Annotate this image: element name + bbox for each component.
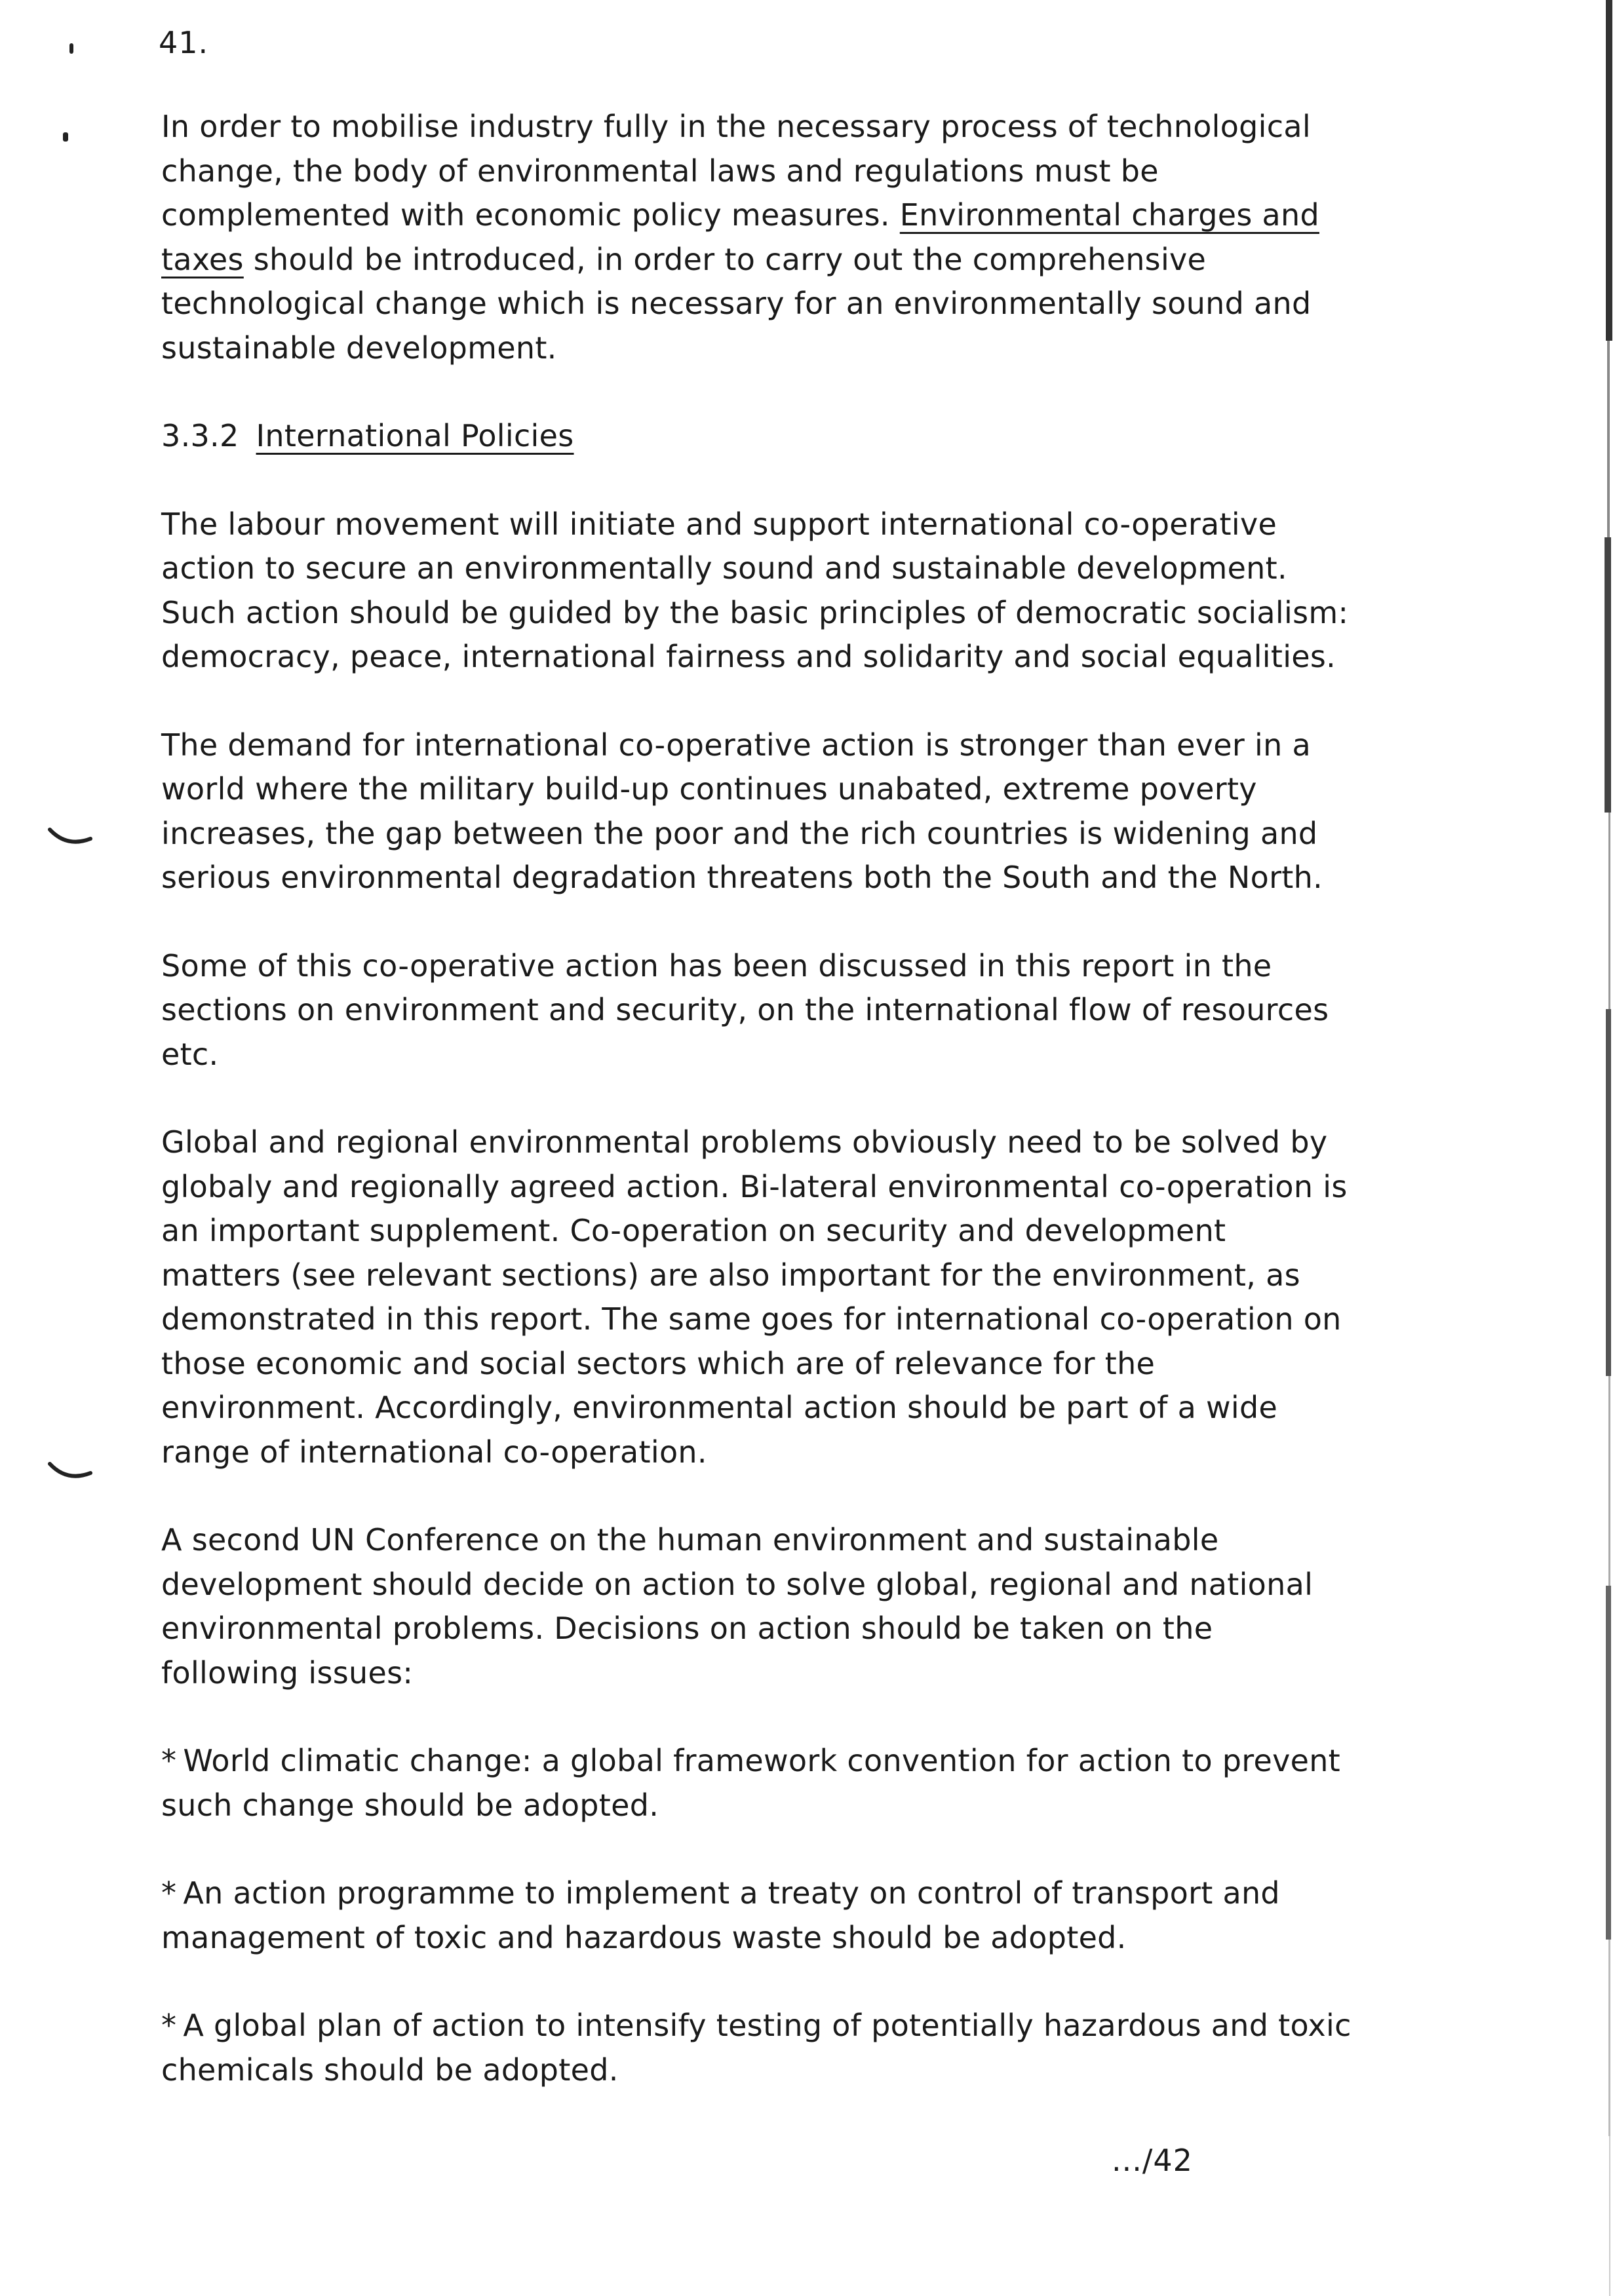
underlined-phrase: Environmental charges and taxes	[161, 197, 1319, 277]
bullet-text: An action programme to implement a treaty on control of transport and management of toxic and hazardous waste should be adopted.	[161, 1875, 1280, 1955]
margin-curve-mark	[47, 1459, 94, 1485]
section-title: International Policies	[256, 418, 574, 453]
bullet-item	[161, 1739, 1354, 1827]
margin-curve-mark	[47, 824, 94, 851]
bullet-item	[161, 1871, 1354, 1960]
paragraph-un-conference: A second UN Conference on the human environment and sustainable development should decide on action to solve global, regional and national environmental problems. Decisions on action should be taken on the following issues:	[161, 1522, 1313, 1691]
paragraph-demand: The demand for international co-operative action is stronger than ever in a world where the military build-up continues unabated, extreme poverty increases, the gap between the poor and the rich countries is widening and serious environmental degradation threatens both the South and the North.	[161, 727, 1323, 895]
bullet-text: A global plan of action to intensify testing of potentially hazardous and toxic chemicals should be adopted.	[161, 2008, 1352, 2088]
paragraph-text: should be introduced, in order to carry out the comprehensive technological change which is necessary for an environmentally sound and sustainable development.	[161, 241, 1312, 366]
paragraph-text: In order to mobilise industry fully in the necessary process of technological change, the body of environmental laws and regulations must be complemented with economic policy measures.	[161, 109, 1311, 233]
paragraph-global-regional: Global and regional environmental problems obviously need to be solved by globaly and regionally agreed action. Bi-lateral environmental co-operation is an important supplement. Co-operation on security and development matters (see relevant sections) are also important for the environment, as demonstrated in this report. The same goes for international co-operation on those economic and social sectors which are of relevance for the environment. Accordingly, environmental action should be part of a wide range of international co-operation.	[161, 1124, 1348, 1470]
bullet-item	[161, 2004, 1354, 2092]
paragraph-economic-measures	[161, 105, 1354, 370]
bullet-text: World climatic change: a global framework convention for action to prevent such change should be adopted.	[161, 1743, 1341, 1823]
asterisk-marker: *	[161, 2008, 177, 2043]
document-body	[161, 105, 1354, 2136]
scanned-page-edge	[1597, 0, 1615, 2296]
continuation-marker: .../42	[1112, 2143, 1193, 2178]
asterisk-marker: *	[161, 1743, 177, 1778]
scan-mark	[69, 43, 73, 54]
paragraph-discussed: Some of this co-operative action has been discussed in this report in the sections on environment and security, on the international flow of resources etc.	[161, 947, 1329, 1072]
scan-mark	[63, 132, 68, 142]
section-number: 3.3.2	[161, 418, 239, 453]
paragraph-labour-movement: The labour movement will initiate and support international co-operative action to secure an environmentally sound and sustainable development. Such action should be guided by the basic principles of democratic socialism: democracy, peace, international fairness and solidarity and social equalities.	[161, 506, 1349, 674]
asterisk-marker: *	[161, 1875, 177, 1911]
page-number: 41.	[159, 25, 209, 60]
section-heading	[161, 414, 1354, 459]
